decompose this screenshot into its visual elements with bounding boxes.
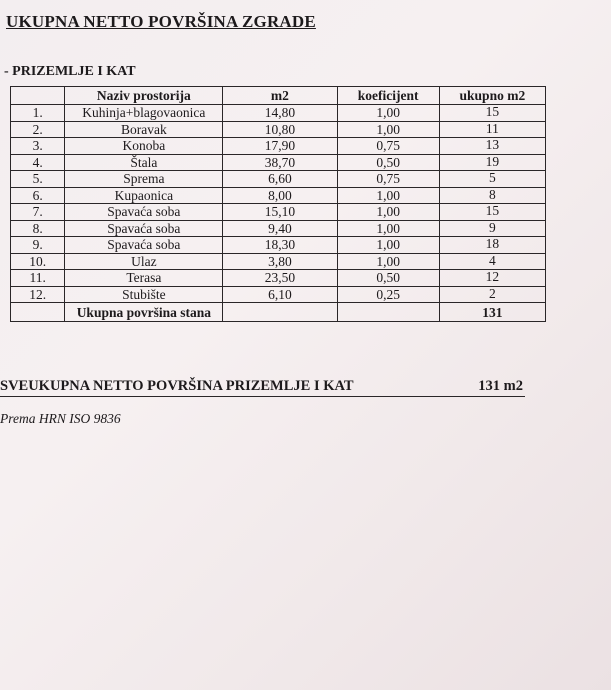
row-m2: 10,80 bbox=[223, 121, 337, 138]
sum-coefficient bbox=[337, 303, 439, 322]
row-total: 2 bbox=[439, 286, 545, 303]
row-number: 3. bbox=[11, 138, 65, 155]
row-coefficient: 0,50 bbox=[337, 154, 439, 171]
row-total: 12 bbox=[439, 270, 545, 287]
table-row bbox=[11, 237, 546, 254]
header-total: ukupno m2 bbox=[439, 87, 545, 105]
row-coefficient: 1,00 bbox=[337, 121, 439, 138]
row-name: Štala bbox=[65, 154, 223, 171]
row-name: Boravak bbox=[65, 121, 223, 138]
row-coefficient: 1,00 bbox=[337, 237, 439, 254]
standard-note: Prema HRN ISO 9836 bbox=[0, 411, 121, 426]
row-number: 11. bbox=[11, 270, 65, 287]
rooms-table bbox=[10, 86, 546, 322]
row-number: 12. bbox=[11, 286, 65, 303]
table-body bbox=[11, 105, 546, 303]
row-coefficient: 0,75 bbox=[337, 171, 439, 188]
table-row bbox=[11, 253, 546, 270]
sum-number bbox=[11, 303, 65, 322]
row-number: 9. bbox=[11, 237, 65, 254]
table-row bbox=[11, 138, 546, 155]
row-number: 8. bbox=[11, 220, 65, 237]
row-m2: 18,30 bbox=[223, 237, 337, 254]
grand-total-value: 131 m2 bbox=[478, 378, 523, 394]
row-name: Kupaonica bbox=[65, 187, 223, 204]
row-coefficient: 0,25 bbox=[337, 286, 439, 303]
row-coefficient: 1,00 bbox=[337, 220, 439, 237]
row-total: 9 bbox=[439, 220, 545, 237]
sum-m2 bbox=[223, 303, 337, 322]
row-name: Terasa bbox=[65, 270, 223, 287]
row-number: 5. bbox=[11, 171, 65, 188]
row-m2: 6,10 bbox=[223, 286, 337, 303]
header-number bbox=[11, 87, 65, 105]
row-m2: 38,70 bbox=[223, 154, 337, 171]
row-coefficient: 0,50 bbox=[337, 270, 439, 287]
row-m2: 17,90 bbox=[223, 138, 337, 155]
row-coefficient: 1,00 bbox=[337, 253, 439, 270]
table-header-row bbox=[11, 87, 546, 105]
row-coefficient: 1,00 bbox=[337, 105, 439, 122]
table-row bbox=[11, 270, 546, 287]
row-total: 13 bbox=[439, 138, 545, 155]
table-row bbox=[11, 154, 546, 171]
row-coefficient: 1,00 bbox=[337, 187, 439, 204]
sum-value: 131 bbox=[439, 303, 545, 322]
row-name: Spavaća soba bbox=[65, 204, 223, 221]
sum-label: Ukupna površina stana bbox=[65, 303, 223, 322]
row-name: Spavaća soba bbox=[65, 220, 223, 237]
table-row bbox=[11, 220, 546, 237]
table-row bbox=[11, 286, 546, 303]
document-title: UKUPNA NETTO POVRŠINA ZGRADE bbox=[6, 12, 316, 31]
section-heading: - PRIZEMLJE I KAT bbox=[4, 64, 136, 79]
header-coefficient: koeficijent bbox=[337, 87, 439, 105]
row-total: 18 bbox=[439, 237, 545, 254]
table-row bbox=[11, 171, 546, 188]
row-name: Konoba bbox=[65, 138, 223, 155]
row-number: 6. bbox=[11, 187, 65, 204]
row-m2: 6,60 bbox=[223, 171, 337, 188]
row-total: 19 bbox=[439, 154, 545, 171]
grand-total-line bbox=[0, 378, 525, 397]
header-m2: m2 bbox=[223, 87, 337, 105]
row-total: 4 bbox=[439, 253, 545, 270]
row-m2: 9,40 bbox=[223, 220, 337, 237]
row-number: 4. bbox=[11, 154, 65, 171]
row-number: 7. bbox=[11, 204, 65, 221]
row-m2: 3,80 bbox=[223, 253, 337, 270]
table-row bbox=[11, 121, 546, 138]
row-total: 8 bbox=[439, 187, 545, 204]
row-number: 10. bbox=[11, 253, 65, 270]
row-number: 2. bbox=[11, 121, 65, 138]
row-total: 15 bbox=[439, 105, 545, 122]
row-total: 11 bbox=[439, 121, 545, 138]
row-name: Stubište bbox=[65, 286, 223, 303]
table-row bbox=[11, 204, 546, 221]
row-name: Spavaća soba bbox=[65, 237, 223, 254]
grand-total-label: SVEUKUPNA NETTO POVRŠINA PRIZEMLJE I KAT bbox=[0, 378, 354, 394]
row-m2: 15,10 bbox=[223, 204, 337, 221]
row-coefficient: 1,00 bbox=[337, 204, 439, 221]
row-name: Sprema bbox=[65, 171, 223, 188]
row-m2: 8,00 bbox=[223, 187, 337, 204]
row-m2: 14,80 bbox=[223, 105, 337, 122]
sum-row bbox=[11, 303, 546, 322]
row-name: Kuhinja+blagovaonica bbox=[65, 105, 223, 122]
table-row bbox=[11, 105, 546, 122]
row-total: 5 bbox=[439, 171, 545, 188]
row-total: 15 bbox=[439, 204, 545, 221]
table-row bbox=[11, 187, 546, 204]
row-m2: 23,50 bbox=[223, 270, 337, 287]
row-name: Ulaz bbox=[65, 253, 223, 270]
header-name: Naziv prostorija bbox=[65, 87, 223, 105]
row-number: 1. bbox=[11, 105, 65, 122]
row-coefficient: 0,75 bbox=[337, 138, 439, 155]
